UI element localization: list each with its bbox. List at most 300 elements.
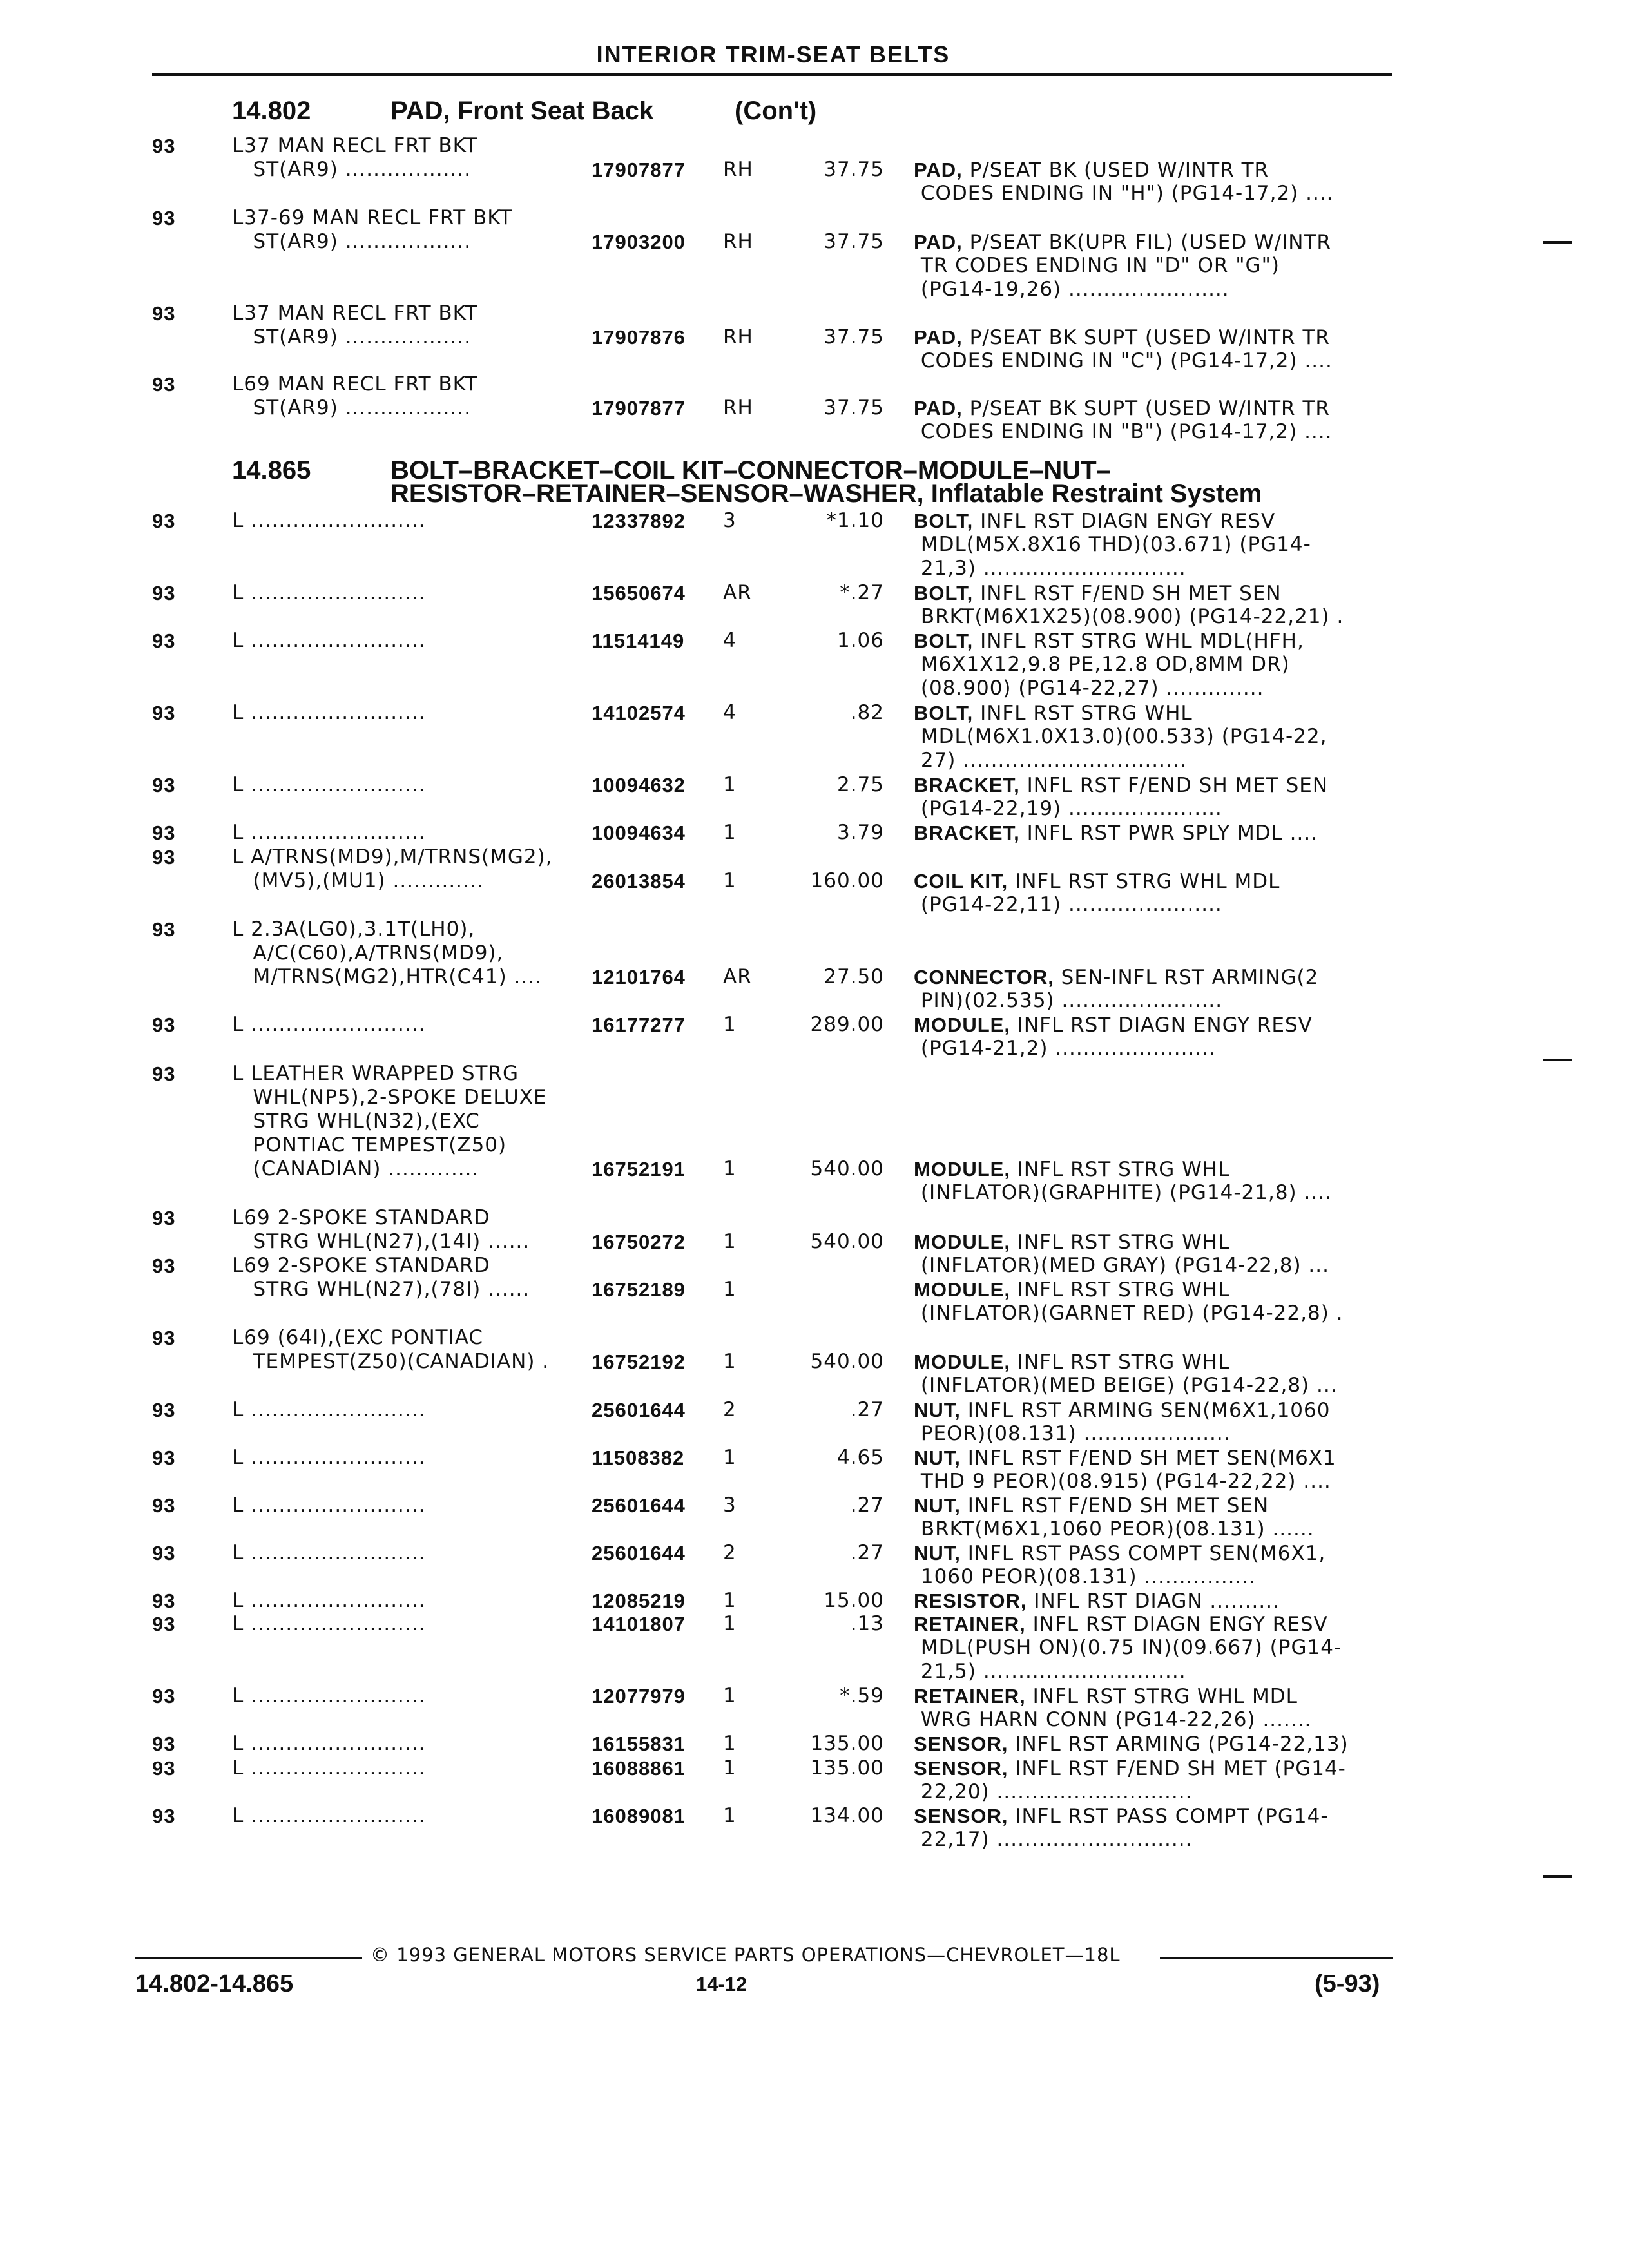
header-rule <box>152 73 1392 76</box>
part-name-line <box>914 629 1304 653</box>
part-name-text: (08.900) (PG14-22,27) .............. <box>914 677 1264 700</box>
price: 37.75 <box>824 158 884 181</box>
part-name-text: 21,5) ............................. <box>914 1660 1186 1683</box>
part-name-text: TR CODES ENDING IN "D" OR "G") <box>914 254 1280 277</box>
usage-description: L ......................... <box>232 1589 426 1612</box>
margin-change-mark <box>1543 241 1572 244</box>
part-name-text: INFL RST F/END SH MET SEN(M6X1 <box>960 1446 1336 1470</box>
part-name-text: (INFLATOR)(GRAPHITE) (PG14-21,8) .... <box>914 1181 1332 1204</box>
price: 540.00 <box>810 1157 884 1180</box>
usage-description: (CANADIAN) ............. <box>232 1157 479 1180</box>
part-number: 16752192 <box>592 1350 686 1373</box>
part-number: 25601644 <box>592 1542 686 1564</box>
group-number: 93 <box>152 302 176 325</box>
part-name-keyword: MODULE, <box>914 1158 1010 1180</box>
usage-description: L ......................... <box>232 1732 426 1755</box>
part-name-text: INFL RST DIAGN ENGY RESV <box>1010 1014 1313 1037</box>
part-name-text: INFL RST STRG WHL MDL <box>1025 1685 1298 1708</box>
part-name-keyword: NUT, <box>914 1399 961 1421</box>
part-name-keyword: RETAINER, <box>914 1685 1026 1707</box>
part-name-text: CODES ENDING IN "H") (PG14-17,2) .... <box>914 182 1334 205</box>
price: .27 <box>850 1494 884 1517</box>
parts-row <box>0 1589 1629 1613</box>
usage-description: L ......................... <box>232 1446 426 1469</box>
part-name-line <box>914 989 1222 1013</box>
quantity: 1 <box>723 773 737 796</box>
group-number: 93 <box>152 207 176 229</box>
parts-row <box>0 701 1629 772</box>
part-name-line <box>914 1660 1186 1684</box>
usage-description: STRG WHL(N27),(78I) ...... <box>232 1278 530 1301</box>
quantity: 1 <box>723 1612 737 1635</box>
quantity: 1 <box>723 1756 737 1780</box>
part-name-keyword: PAD, <box>914 397 963 419</box>
part-name-keyword: PAD, <box>914 231 963 253</box>
part-number: 16155831 <box>592 1733 686 1755</box>
margin-change-mark <box>1543 1875 1572 1878</box>
group-number: 93 <box>152 1014 176 1036</box>
part-number: 15650674 <box>592 582 686 604</box>
parts-row <box>0 845 1629 916</box>
part-name-text: SEN-INFL RST ARMING(2 <box>1054 966 1319 989</box>
parts-row <box>0 509 1629 580</box>
part-name-text: 22,20) ............................ <box>914 1780 1193 1803</box>
part-name-line <box>914 1589 1280 1613</box>
section-title-line2: RESISTOR–RETAINER–SENSOR–WASHER, Inflatable Restraint System <box>390 479 1262 508</box>
part-name-line <box>914 869 1280 894</box>
parts-row <box>0 1732 1629 1756</box>
part-name-line <box>914 1181 1332 1205</box>
part-name-line <box>914 420 1333 444</box>
part-name-text: INFL RST F/END SH MET SEN <box>1019 774 1329 797</box>
group-number: 93 <box>152 582 176 604</box>
parts-row <box>0 1326 1629 1397</box>
part-number: 17907877 <box>592 159 686 181</box>
part-name-line <box>914 1565 1256 1589</box>
part-number: 12337892 <box>592 510 686 532</box>
part-name-line <box>914 1278 1229 1302</box>
part-name-text: INFL RST STRG WHL <box>1010 1278 1230 1302</box>
part-name-text: MDL(M6X1.0X13.0)(00.533) (PG14-22, <box>914 725 1327 748</box>
section-continued: (Con't) <box>735 97 817 125</box>
part-name-line <box>914 1804 1329 1829</box>
part-name-line <box>914 1422 1231 1446</box>
group-number: 93 <box>152 702 176 724</box>
part-number: 11514149 <box>592 629 685 652</box>
group-number: 93 <box>152 1757 176 1780</box>
part-name-keyword: MODULE, <box>914 1350 1010 1373</box>
price: 37.75 <box>824 396 884 419</box>
part-name-text: CODES ENDING IN "B") (PG14-17,2) .... <box>914 420 1333 443</box>
part-name-text: INFL RST STRG WHL <box>1010 1231 1230 1254</box>
quantity: 1 <box>723 1013 737 1036</box>
part-name-text: INFL RST ARMING SEN(M6X1,1060 <box>960 1399 1331 1422</box>
quantity: 2 <box>723 1541 737 1564</box>
part-name-text: P/SEAT BK SUPT (USED W/INTR TR <box>962 397 1330 420</box>
usage-description: L ......................... <box>232 1684 426 1707</box>
usage-description: L69 (64I),(EXC PONTIAC <box>232 1326 484 1349</box>
page-header-title: INTERIOR TRIM-SEAT BELTS <box>596 41 950 68</box>
part-name-keyword: SENSOR, <box>914 1805 1008 1827</box>
part-name-text: P/SEAT BK SUPT (USED W/INTR TR <box>962 326 1330 349</box>
quantity: 1 <box>723 821 737 844</box>
part-name-keyword: CONNECTOR, <box>914 966 1054 988</box>
part-name-line <box>914 1708 1311 1732</box>
part-name-keyword: NUT, <box>914 1494 961 1517</box>
quantity: 1 <box>723 1350 737 1373</box>
part-name-text: INFL RST PASS COMPT SEN(M6X1, <box>960 1542 1326 1565</box>
price: 27.50 <box>824 965 884 988</box>
usage-description: ST(AR9) .................. <box>232 396 472 419</box>
price: 37.75 <box>824 325 884 349</box>
part-number: 16088861 <box>592 1757 686 1780</box>
part-name-line <box>914 325 1330 350</box>
part-name-text: 1060 PEOR)(08.131) ................ <box>914 1565 1257 1588</box>
part-name-line <box>914 1828 1192 1852</box>
usage-description: STRG WHL(N32),(EXC <box>232 1110 480 1133</box>
part-name-line <box>914 677 1264 700</box>
part-number: 14102574 <box>592 702 686 724</box>
part-name-keyword: NUT, <box>914 1542 961 1564</box>
usage-description: WHL(NP5),2-SPOKE DELUXE <box>232 1086 547 1109</box>
price: *1.10 <box>826 509 884 532</box>
part-name-keyword: RESISTOR, <box>914 1590 1027 1612</box>
price: 134.00 <box>810 1804 884 1827</box>
part-number: 12101764 <box>592 966 686 988</box>
part-name-line <box>914 581 1282 606</box>
part-name-text: INFL RST F/END SH MET SEN <box>973 582 1282 605</box>
quantity: 1 <box>723 1446 737 1469</box>
parts-row <box>0 134 1629 205</box>
group-number: 93 <box>152 629 176 652</box>
parts-row <box>0 1206 1629 1277</box>
part-name-text: WRG HARN CONN (PG14-22,26) ....... <box>914 1708 1312 1731</box>
margin-change-mark <box>1543 1059 1572 1061</box>
footer-section-range: 14.802-14.865 <box>135 1970 294 1997</box>
group-number: 93 <box>152 1805 176 1827</box>
usage-description: A/C(C60),A/TRNS(MD9), <box>232 941 504 965</box>
part-name-keyword: BRACKET, <box>914 774 1020 796</box>
price: .27 <box>850 1398 884 1421</box>
part-name-text: P/SEAT BK (USED W/INTR TR <box>962 159 1269 182</box>
parts-row <box>0 1804 1629 1851</box>
usage-description: L 2.3A(LG0),3.1T(LH0), <box>232 918 476 941</box>
part-name-line <box>914 1780 1192 1804</box>
group-number: 93 <box>152 1733 176 1755</box>
part-number: 16750272 <box>592 1231 686 1253</box>
group-number: 93 <box>152 135 176 157</box>
part-name-line <box>914 349 1333 373</box>
usage-description: M/TRNS(MG2),HTR(C41) .... <box>232 965 542 988</box>
quantity: AR <box>723 965 752 988</box>
usage-description: L ......................... <box>232 509 426 532</box>
part-name-text: BRKT(M6X1,1060 PEOR)(08.131) ...... <box>914 1517 1315 1541</box>
part-name-text: (PG14-22,19) ...................... <box>914 797 1222 820</box>
part-name-line <box>914 1541 1325 1566</box>
part-name-line <box>914 1302 1344 1325</box>
part-number: 14101807 <box>592 1613 686 1635</box>
quantity: RH <box>723 158 753 181</box>
part-number: 16177277 <box>592 1014 686 1036</box>
part-number: 11508382 <box>592 1446 685 1469</box>
part-name-line <box>914 1756 1346 1781</box>
part-name-line <box>914 230 1331 255</box>
price: 540.00 <box>810 1350 884 1373</box>
quantity: 1 <box>723 1589 737 1612</box>
quantity: 1 <box>723 1230 737 1253</box>
part-name-text: 21,3) ............................. <box>914 557 1186 580</box>
part-name-line <box>914 1470 1331 1494</box>
usage-description: L ......................... <box>232 581 426 604</box>
group-number: 93 <box>152 1613 176 1635</box>
part-name-keyword: RETAINER, <box>914 1613 1026 1635</box>
part-name-line <box>914 1230 1229 1254</box>
part-name-text: INFL RST STRG WHL MDL(HFH, <box>973 629 1304 653</box>
parts-row <box>0 1756 1629 1803</box>
part-name-line <box>914 1494 1269 1518</box>
part-number: 12077979 <box>592 1685 686 1707</box>
part-name-line <box>914 254 1280 278</box>
quantity: 4 <box>723 629 737 652</box>
usage-description: L ......................... <box>232 1013 426 1036</box>
group-number: 93 <box>152 1062 176 1085</box>
part-name-text: (PG14-21,2) ....................... <box>914 1037 1216 1060</box>
part-name-keyword: BRACKET, <box>914 822 1020 844</box>
part-name-line <box>914 1398 1330 1423</box>
part-number: 25601644 <box>592 1494 686 1517</box>
footer-rule-right <box>1160 1957 1393 1959</box>
quantity: 1 <box>723 1157 737 1180</box>
part-name-line <box>914 1612 1328 1637</box>
price: .13 <box>850 1612 884 1635</box>
quantity: 1 <box>723 1684 737 1707</box>
quantity: 4 <box>723 701 737 724</box>
section-number: 14.802 <box>232 97 311 125</box>
part-name-line <box>914 1157 1229 1182</box>
part-name-text: INFL RST STRG WHL MDL <box>1008 870 1280 893</box>
quantity: 3 <box>723 509 737 532</box>
usage-description: ST(AR9) .................. <box>232 325 472 349</box>
price: .27 <box>850 1541 884 1564</box>
part-name-line <box>914 1636 1342 1660</box>
part-name-keyword: NUT, <box>914 1446 961 1469</box>
part-number: 16752189 <box>592 1278 686 1301</box>
group-number: 93 <box>152 1446 176 1469</box>
part-name-line <box>914 965 1318 990</box>
price: 289.00 <box>810 1013 884 1036</box>
part-name-text: PEOR)(08.131) ..................... <box>914 1422 1231 1445</box>
usage-description: L69 2-SPOKE STANDARD <box>232 1254 490 1277</box>
part-number: 16752191 <box>592 1158 686 1180</box>
group-number: 93 <box>152 846 176 869</box>
part-name-text: (INFLATOR)(MED GRAY) (PG14-22,8) ... <box>914 1254 1329 1277</box>
part-number: 16089081 <box>592 1805 686 1827</box>
part-name-line <box>914 509 1275 533</box>
group-number: 93 <box>152 373 176 396</box>
part-name-text: (PG14-19,26) ....................... <box>914 278 1229 301</box>
part-number: 26013854 <box>592 870 686 892</box>
part-name-text: INFL RST F/END SH MET (PG14- <box>1008 1757 1346 1780</box>
usage-description: ST(AR9) .................. <box>232 158 472 181</box>
usage-description: L ......................... <box>232 1398 426 1421</box>
price: 15.00 <box>824 1589 884 1612</box>
part-name-line <box>914 1374 1338 1398</box>
part-name-keyword: PAD, <box>914 159 963 181</box>
usage-description: (MV5),(MU1) ............. <box>232 869 484 892</box>
part-name-line <box>914 1446 1336 1470</box>
part-name-text: CODES ENDING IN "C") (PG14-17,2) .... <box>914 349 1333 372</box>
part-name-line <box>914 1732 1349 1756</box>
price: 540.00 <box>810 1230 884 1253</box>
part-name-text: 27) ................................ <box>914 749 1187 772</box>
usage-description: L ......................... <box>232 821 426 844</box>
part-name-keyword: COIL KIT, <box>914 870 1008 892</box>
part-name-line <box>914 557 1186 581</box>
part-name-text: INFL RST STRG WHL <box>973 702 1193 725</box>
section-title-line1: BOLT–BRACKET–COIL KIT–CONNECTOR–MODULE–NUT– <box>390 456 1111 485</box>
usage-description: L ......................... <box>232 1494 426 1517</box>
parts-row <box>0 1541 1629 1588</box>
usage-description: ST(AR9) .................. <box>232 230 472 253</box>
part-name-text: INFL RST DIAGN ENGY RESV <box>1025 1613 1328 1636</box>
price: 135.00 <box>810 1732 884 1755</box>
price: 3.79 <box>836 821 884 844</box>
usage-description: L ......................... <box>232 701 426 724</box>
usage-description: STRG WHL(N27),(14I) ...... <box>232 1230 530 1253</box>
group-number: 93 <box>152 1207 176 1229</box>
price: 2.75 <box>836 773 884 796</box>
part-name-text: BRKT(M6X1X25)(08.900) (PG14-22,21) . <box>914 605 1344 628</box>
price: .82 <box>850 701 884 724</box>
parts-row <box>0 1013 1629 1060</box>
usage-description: L37-69 MAN RECL FRT BKT <box>232 206 513 229</box>
part-name-text: P/SEAT BK(UPR FIL) (USED W/INTR <box>962 231 1331 254</box>
part-name-line <box>914 797 1222 821</box>
parts-row <box>0 581 1629 628</box>
part-name-text: 22,17) ............................ <box>914 1828 1193 1851</box>
price: 135.00 <box>810 1756 884 1780</box>
part-name-text: THD 9 PEOR)(08.915) (PG14-22,22) .... <box>914 1470 1331 1493</box>
part-name-keyword: MODULE, <box>914 1278 1010 1301</box>
part-name-keyword: PAD, <box>914 326 963 349</box>
part-number: 12085219 <box>592 1590 686 1612</box>
part-name-line <box>914 396 1330 421</box>
price: 160.00 <box>810 869 884 892</box>
parts-row <box>0 1398 1629 1445</box>
group-number: 93 <box>152 918 176 941</box>
part-name-text: MDL(M5X.8X16 THD)(03.671) (PG14- <box>914 533 1311 556</box>
part-name-line <box>914 533 1311 557</box>
part-name-line <box>914 1684 1298 1709</box>
part-name-line <box>914 653 1290 677</box>
usage-description: L A/TRNS(MD9),M/TRNS(MG2), <box>232 845 553 869</box>
part-name-keyword: BOLT, <box>914 629 974 652</box>
part-name-text: INFL RST DIAGN .......... <box>1027 1590 1280 1613</box>
price: 37.75 <box>824 230 884 253</box>
quantity: 1 <box>723 869 737 892</box>
part-name-line <box>914 1013 1313 1037</box>
quantity: 1 <box>723 1732 737 1755</box>
parts-row <box>0 1684 1629 1731</box>
usage-description: PONTIAC TEMPEST(Z50) <box>232 1133 507 1157</box>
quantity: 3 <box>723 1494 737 1517</box>
quantity: 2 <box>723 1398 737 1421</box>
parts-row <box>0 821 1629 845</box>
part-name-keyword: SENSOR, <box>914 1733 1008 1755</box>
quantity: RH <box>723 396 753 419</box>
part-name-text: INFL RST DIAGN ENGY RESV <box>973 510 1276 533</box>
part-name-line <box>914 158 1269 182</box>
quantity: RH <box>723 230 753 253</box>
price: *.27 <box>840 581 884 604</box>
price: 1.06 <box>836 629 884 652</box>
part-name-line <box>914 701 1193 726</box>
parts-row <box>0 206 1629 301</box>
parts-row <box>0 372 1629 443</box>
usage-description: L ......................... <box>232 629 426 652</box>
part-name-text: (PG14-22,11) ...................... <box>914 893 1222 916</box>
part-name-keyword: SENSOR, <box>914 1757 1008 1780</box>
usage-description: L ......................... <box>232 1541 426 1564</box>
part-name-line <box>914 182 1334 206</box>
footer-copyright: © 1993 GENERAL MOTORS SERVICE PARTS OPERATIONS—CHEVROLET—18L <box>371 1944 1121 1966</box>
group-number: 93 <box>152 1685 176 1707</box>
part-name-line <box>914 1037 1216 1061</box>
usage-description: TEMPEST(Z50)(CANADIAN) . <box>232 1350 550 1373</box>
section-title: PAD, Front Seat Back <box>390 97 654 125</box>
group-number: 93 <box>152 822 176 844</box>
usage-description: L ......................... <box>232 1612 426 1635</box>
quantity: 1 <box>723 1278 737 1301</box>
part-name-text: INFL RST ARMING (PG14-22,13) <box>1008 1733 1349 1756</box>
part-name-line <box>914 749 1187 773</box>
group-number: 93 <box>152 1494 176 1517</box>
part-name-text: INFL RST PWR SPLY MDL .... <box>1019 822 1318 845</box>
usage-description: L69 MAN RECL FRT BKT <box>232 372 478 396</box>
usage-description: L69 2-SPOKE STANDARD <box>232 1206 490 1229</box>
part-name-text: INFL RST STRG WHL <box>1010 1350 1230 1374</box>
part-name-line <box>914 821 1318 845</box>
usage-description: L37 MAN RECL FRT BKT <box>232 302 478 325</box>
part-name-keyword: BOLT, <box>914 702 974 724</box>
part-name-text: INFL RST F/END SH MET SEN <box>960 1494 1269 1517</box>
usage-description: L ......................... <box>232 1756 426 1780</box>
part-number: 10094632 <box>592 774 686 796</box>
footer-rule-left <box>135 1957 362 1959</box>
group-number: 93 <box>152 1590 176 1612</box>
part-number: 10094634 <box>592 822 686 844</box>
price: 4.65 <box>836 1446 884 1469</box>
part-name-line <box>914 773 1328 798</box>
part-name-line <box>914 725 1327 749</box>
usage-description: L LEATHER WRAPPED STRG <box>232 1062 519 1085</box>
group-number: 93 <box>152 1542 176 1564</box>
part-name-text: PIN)(02.535) ....................... <box>914 989 1223 1012</box>
footer-date: (5-93) <box>1315 1970 1380 1997</box>
quantity: AR <box>723 581 752 604</box>
group-number: 93 <box>152 774 176 796</box>
part-name-text: INFL RST STRG WHL <box>1010 1158 1230 1181</box>
part-name-line <box>914 278 1229 302</box>
part-name-text: MDL(PUSH ON)(0.75 IN)(09.667) (PG14- <box>914 1636 1342 1659</box>
part-number: 17907877 <box>592 397 686 419</box>
part-name-keyword: BOLT, <box>914 582 974 604</box>
part-name-line <box>914 893 1222 917</box>
part-name-line <box>914 605 1344 629</box>
part-name-text: INFL RST PASS COMPT (PG14- <box>1008 1805 1329 1828</box>
part-name-text: M6X1X12,9.8 PE,12.8 OD,8MM DR) <box>914 653 1290 676</box>
part-name-text: (INFLATOR)(GARNET RED) (PG14-22,8) . <box>914 1302 1344 1325</box>
